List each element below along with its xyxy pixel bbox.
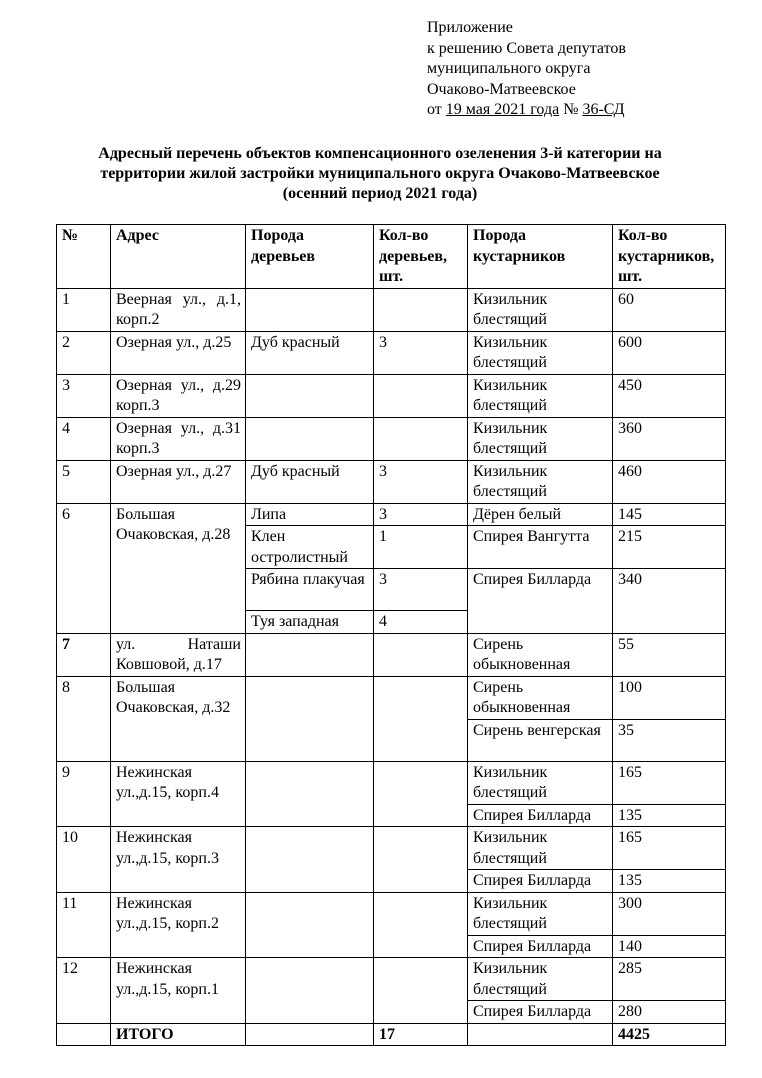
row-shrub-count: 140 bbox=[613, 935, 726, 958]
table-row bbox=[57, 761, 726, 804]
total-tree-species bbox=[246, 1023, 374, 1046]
row-shrub-species: Кизильник блестящий bbox=[468, 288, 613, 331]
row-shrub-species: Кизильник блестящий bbox=[468, 374, 613, 417]
row-address: Нежинская ул.,д.15, корп.4 bbox=[111, 761, 246, 827]
row-tree-count bbox=[374, 417, 468, 460]
table-header-row bbox=[57, 225, 726, 289]
table-row bbox=[57, 827, 726, 870]
row-tree-species: Дуб красный bbox=[246, 460, 374, 503]
total-shrub-species bbox=[468, 1023, 613, 1046]
greening-table bbox=[56, 224, 726, 1046]
total-shrubs: 4425 bbox=[613, 1023, 726, 1046]
row-tree-count: 4 bbox=[374, 611, 468, 634]
row-shrub-count: 145 bbox=[613, 503, 726, 526]
row-num: 3 bbox=[57, 374, 111, 417]
decision-number: 36-СД bbox=[582, 101, 625, 118]
row-tree-species bbox=[246, 676, 374, 761]
table-row bbox=[57, 958, 726, 1001]
row-num: 8 bbox=[57, 676, 111, 761]
row-address: Нежинская ул.,д.15, корп.3 bbox=[111, 827, 246, 893]
row-address: Озерная ул., д.31 корп.3 bbox=[111, 417, 246, 460]
row-address: Большая Очаковская, д.32 bbox=[111, 676, 246, 761]
row-address: ул. Наташи Ковшовой, д.17 bbox=[111, 633, 246, 676]
appendix-line: Очаково-Матвеевское bbox=[427, 80, 576, 98]
appendix-date-line bbox=[427, 100, 626, 121]
header-tree-species: Порода деревьев bbox=[246, 225, 374, 289]
table-row bbox=[57, 288, 726, 331]
row-tree-count: 3 bbox=[374, 460, 468, 503]
row-shrub-count: 300 bbox=[613, 892, 726, 935]
header-tree-count: Кол-во деревьев, шт. bbox=[374, 225, 468, 289]
row-tree-count bbox=[374, 288, 468, 331]
row-shrub-species: Кизильник блестящий bbox=[468, 761, 613, 804]
row-tree-species bbox=[246, 633, 374, 676]
table-row bbox=[57, 374, 726, 417]
row-shrub-count: 135 bbox=[613, 804, 726, 827]
row-tree-count: 3 bbox=[374, 331, 468, 374]
row-tree-count bbox=[374, 958, 468, 1024]
row-shrub-count: 135 bbox=[613, 870, 726, 893]
header-shrub-count: Кол-во кустарников, шт. bbox=[613, 225, 726, 289]
row-tree-species bbox=[246, 417, 374, 460]
total-num bbox=[57, 1023, 111, 1046]
row-address: Нежинская ул.,д.15, корп.2 bbox=[111, 892, 246, 958]
header-num: № bbox=[57, 225, 111, 289]
row-shrub-count: 460 bbox=[613, 460, 726, 503]
row-shrub-count: 285 bbox=[613, 958, 726, 1001]
row-num: 7 bbox=[57, 633, 111, 676]
row-shrub-count: 165 bbox=[613, 761, 726, 804]
row-shrub-count: 600 bbox=[613, 331, 726, 374]
row-tree-count bbox=[374, 892, 468, 958]
row-address: Озерная ул., д.25 bbox=[111, 331, 246, 374]
row-tree-species bbox=[246, 761, 374, 827]
total-label: ИТОГО bbox=[111, 1023, 246, 1046]
row-num: 12 bbox=[57, 958, 111, 1024]
row-shrub-species: Спирея Билларда bbox=[468, 935, 613, 958]
row-shrub-species: Спирея Билларда bbox=[468, 870, 613, 893]
row-shrub-count: 340 bbox=[613, 569, 726, 634]
total-trees: 17 bbox=[374, 1023, 468, 1046]
row-tree-count bbox=[374, 827, 468, 893]
row-shrub-species: Кизильник блестящий bbox=[468, 892, 613, 935]
row-tree-species bbox=[246, 958, 374, 1024]
row-tree-species: Дуб красный bbox=[246, 331, 374, 374]
row-tree-count: 1 bbox=[374, 526, 468, 569]
row-num: 1 bbox=[57, 288, 111, 331]
table-row bbox=[57, 503, 726, 526]
row-tree-count bbox=[374, 676, 468, 761]
row-tree-species bbox=[246, 892, 374, 958]
row-shrub-count: 35 bbox=[613, 719, 726, 761]
table-row bbox=[57, 676, 726, 719]
row-shrub-species: Кизильник блестящий bbox=[468, 958, 613, 1001]
row-shrub-count: 100 bbox=[613, 676, 726, 719]
row-tree-species: Рябина плакучая bbox=[246, 569, 374, 611]
row-shrub-species: Спирея Билларда bbox=[468, 1001, 613, 1024]
row-num: 9 bbox=[57, 761, 111, 827]
row-num: 4 bbox=[57, 417, 111, 460]
document-title bbox=[40, 144, 720, 204]
row-tree-count: 3 bbox=[374, 503, 468, 526]
title-line: (осенний период 2021 года) bbox=[282, 185, 478, 202]
table-row bbox=[57, 460, 726, 503]
row-shrub-species: Сирень обыкновенная bbox=[468, 633, 613, 676]
row-tree-species bbox=[246, 827, 374, 893]
row-shrub-species: Кизильник блестящий bbox=[468, 460, 613, 503]
row-shrub-species: Кизильник блестящий bbox=[468, 417, 613, 460]
number-prefix: № bbox=[559, 101, 583, 118]
appendix-line: муниципального округа bbox=[427, 60, 591, 77]
decision-date: 19 мая 2021 года bbox=[445, 101, 560, 118]
table-row bbox=[57, 892, 726, 935]
date-prefix: от bbox=[427, 101, 446, 118]
table-row bbox=[57, 331, 726, 374]
row-tree-species: Туя западная bbox=[246, 611, 374, 634]
appendix-block bbox=[427, 18, 626, 121]
row-num: 5 bbox=[57, 460, 111, 503]
appendix-line: Приложение bbox=[427, 19, 513, 36]
row-shrub-count: 215 bbox=[613, 526, 726, 569]
row-address: Веерная ул., д.1, корп.2 bbox=[111, 288, 246, 331]
row-address: Озерная ул., д.29 корп.3 bbox=[111, 374, 246, 417]
table-row bbox=[57, 417, 726, 460]
row-address: Большая Очаковская, д.28 bbox=[111, 503, 246, 633]
row-shrub-species: Кизильник блестящий bbox=[468, 827, 613, 870]
header-shrub-species: Порода кустарников bbox=[468, 225, 613, 289]
header-address: Адрес bbox=[111, 225, 246, 289]
row-num: 2 bbox=[57, 331, 111, 374]
row-shrub-species: Сирень венгерская bbox=[468, 719, 613, 761]
title-line: Адресный перечень объектов компенсационного озеленения 3-й категории на bbox=[98, 145, 662, 162]
row-tree-species bbox=[246, 288, 374, 331]
title-line: территории жилой застройки муниципального округа Очаково-Матвеевское bbox=[100, 165, 660, 182]
row-shrub-species: Дёрен белый bbox=[468, 503, 613, 526]
row-tree-species: Липа bbox=[246, 503, 374, 526]
row-shrub-count: 55 bbox=[613, 633, 726, 676]
row-shrub-count: 450 bbox=[613, 374, 726, 417]
row-tree-count bbox=[374, 374, 468, 417]
row-shrub-species: Спирея Билларда bbox=[468, 804, 613, 827]
table-row bbox=[57, 633, 726, 676]
row-shrub-species: Сирень обыкновенная bbox=[468, 676, 613, 719]
row-num: 10 bbox=[57, 827, 111, 893]
row-shrub-count: 280 bbox=[613, 1001, 726, 1024]
row-num: 11 bbox=[57, 892, 111, 958]
row-tree-count bbox=[374, 761, 468, 827]
row-shrub-count: 165 bbox=[613, 827, 726, 870]
total-row bbox=[57, 1023, 726, 1046]
row-address: Нежинская ул.,д.15, корп.1 bbox=[111, 958, 246, 1024]
row-address: Озерная ул., д.27 bbox=[111, 460, 246, 503]
row-tree-count bbox=[374, 633, 468, 676]
row-shrub-species: Спирея Вангутта bbox=[468, 526, 613, 569]
row-shrub-species: Спирея Билларда bbox=[468, 569, 613, 634]
row-tree-count: 3 bbox=[374, 569, 468, 611]
row-shrub-count: 60 bbox=[613, 288, 726, 331]
row-shrub-species: Кизильник блестящий bbox=[468, 331, 613, 374]
appendix-line: к решению Совета депутатов bbox=[427, 39, 626, 57]
row-tree-species: Клен остролистный bbox=[246, 526, 374, 569]
row-shrub-count: 360 bbox=[613, 417, 726, 460]
row-num: 6 bbox=[57, 503, 111, 633]
row-tree-species bbox=[246, 374, 374, 417]
